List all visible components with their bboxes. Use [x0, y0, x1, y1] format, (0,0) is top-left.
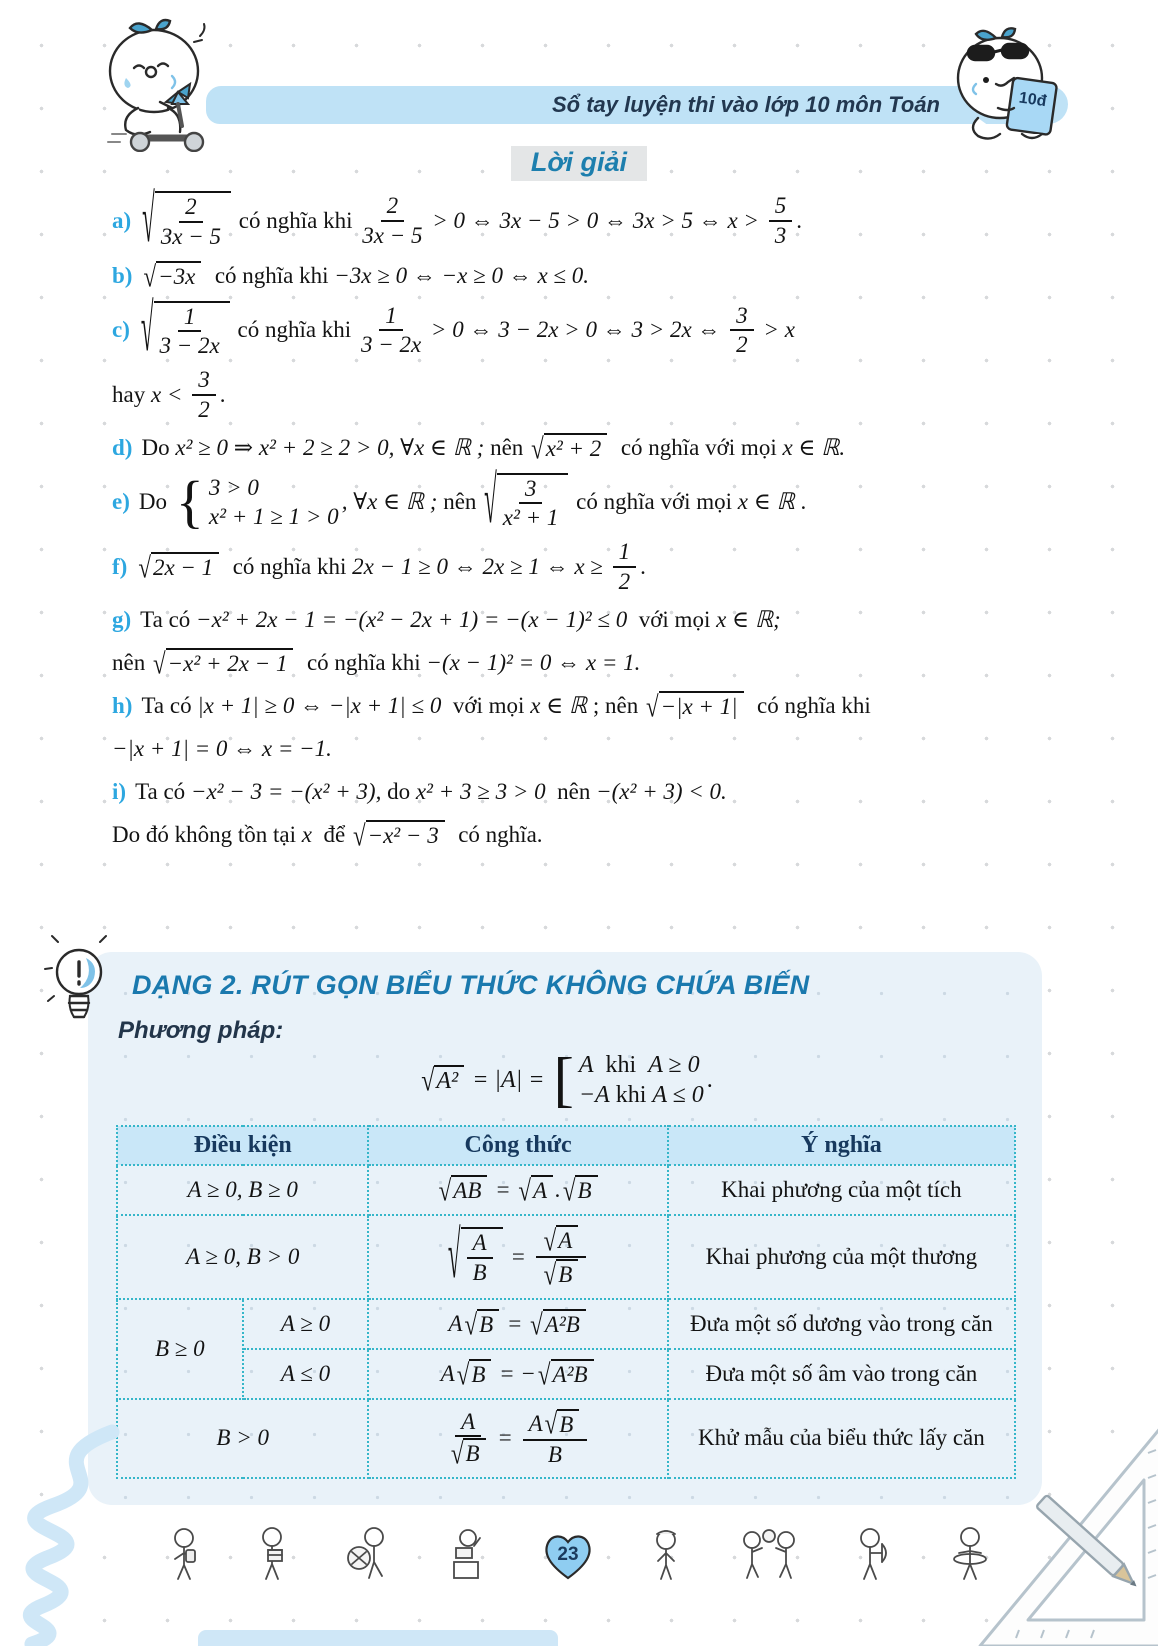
formula-cell: A √ B = − √ A²B [375, 1359, 660, 1389]
solution-label: i) [112, 778, 127, 804]
table-row [117, 1215, 1015, 1299]
solution-heading-wrap [0, 146, 1158, 181]
setsquare-pencil-icon [966, 1420, 1158, 1646]
solution-label: e) [112, 489, 130, 515]
solution-heading: Lời giải [511, 146, 647, 181]
solution-line: i) Ta có −x² − 3 = −(x² + 3), do x² + 3 ≥ 3 > 0 nên −(x² + 3) < 0. [112, 778, 727, 804]
doodle-kids-ball-icon [736, 1526, 802, 1584]
condition-cell: A ≥ 0, B > 0 [186, 1243, 300, 1269]
formula-cell: A √ B = A √ B B [375, 1409, 660, 1469]
doodle-kid-hat-icon [646, 1526, 686, 1584]
meaning-cell: Khai phương của một tích [668, 1165, 1015, 1215]
page-number: 23 [557, 1544, 579, 1565]
solution-label: a) [112, 207, 132, 233]
doodle-kid-desk-icon [446, 1526, 490, 1584]
solution-line: e) Do { 3 > 0 x² + 1 ≥ 1 > 0 , ∀x ∈ ℝ ; nên √ $\frac{3}{\text{x² + 1}}$ có nghĩa với mọi x ∈ ℝ . [112, 464, 807, 537]
formula-cell: √ AB = √ A . √ B [375, 1175, 660, 1205]
method-formula: √ A² = |A| = [ A khi A ≥ 0 −A khi A ≤ 0 . [421, 1046, 713, 1114]
solution-line: hay x < $\frac{3}{2}$ . [112, 367, 226, 422]
scooter-character-icon [82, 16, 234, 152]
solution-line: c) √ $\frac{1}{3 - 2x}$ có nghĩa khi $\frac{1}{3 - 2x}$ > 0 ⇔ 3 − 2x > 0 ⇔ 3 > 2x ⇔ $\frac{3}{2}$ > x [112, 292, 795, 365]
solution-line: −|x + 1| = 0 ⇔ x = −1. [112, 735, 332, 761]
solution-label: d) [112, 434, 133, 460]
condition-cell: B > 0 [216, 1425, 269, 1451]
solution-label: h) [112, 692, 133, 718]
book-title: Sổ tay luyện thi vào lớp 10 môn Toán [551, 92, 940, 117]
condition-sub-cell: A ≤ 0 [280, 1360, 331, 1386]
sunglasses-character-icon [938, 22, 1076, 150]
dang2-section [88, 952, 1042, 1505]
formula-cell: √ $\frac{A}{B}$ = √ A √ B [375, 1225, 660, 1289]
doodle-kid-backpack-icon [164, 1526, 204, 1584]
meaning-cell: Đưa một số dương vào trong căn [668, 1299, 1015, 1349]
meaning-cell: Khai phương của một thương [668, 1215, 1015, 1299]
meaning-cell: Đưa một số âm vào trong căn [668, 1349, 1015, 1399]
method-label: Phương pháp: [118, 1017, 284, 1044]
table-row [117, 1299, 1015, 1349]
doodle-kid-reading-icon [254, 1526, 294, 1584]
solution-label: f) [112, 553, 128, 579]
solution-line: d) Do x² ≥ 0 ⇒ x² + 2 ≥ 2 > 0, ∀x ∈ ℝ ; nên √ x² + 2 có nghĩa với mọi x ∈ ℝ. [112, 432, 846, 465]
formula-table [116, 1125, 1016, 1479]
doodle-kid-drum-icon [344, 1526, 396, 1584]
col-header-cong-thuc: Công thức [368, 1126, 667, 1165]
solution-line: a) √ $\frac{2}{3x - 5}$ có nghĩa khi $\frac{2}{3x - 5}$ > 0 ⇔ 3x − 5 > 0 ⇔ 3x > 5 ⇔ x > $\frac{5}{3}$ . [112, 182, 802, 256]
condition-cell: A ≥ 0, B ≥ 0 [187, 1177, 298, 1203]
bottom-band-decoration [198, 1630, 558, 1646]
solution-line: nên √ −x² + 2x − 1 có nghĩa khi −(x − 1)² = 0 ⇔ x = 1. [112, 647, 641, 680]
solution-line: Do đó không tồn tại x để √ −x² − 3 có nghĩa. [112, 819, 543, 852]
table-row [117, 1165, 1015, 1215]
solution-line: b) √ −3x có nghĩa khi −3x ≥ 0 ⇔ −x ≥ 0 ⇔ x ≤ 0. [112, 260, 590, 293]
lightbulb-icon [44, 934, 114, 1026]
solution-label: b) [112, 262, 133, 288]
col-header-dieu-kien: Điều kiện [117, 1126, 368, 1165]
solution-line: h) Ta có |x + 1| ≥ 0 ⇔ −|x + 1| ≤ 0 với mọi x ∈ ℝ ; nên √ −|x + 1| có nghĩa khi [112, 690, 871, 723]
section-heading: DẠNG 2. RÚT GỌN BIỂU THỨC KHÔNG CHỨA BIẾN [132, 970, 810, 1000]
col-header-y-nghia: Ý nghĩa [668, 1126, 1015, 1165]
page-number-heart [540, 1528, 596, 1584]
formula-cell: A √ B = √ A²B [375, 1309, 660, 1339]
doodle-kid-archer-icon [852, 1526, 896, 1584]
solution-line: g) Ta có −x² + 2x − 1 = −(x² − 2x + 1) = −(x − 1)² ≤ 0 với mọi x ∈ ℝ; [112, 606, 781, 632]
solution-line: f) √ 2x − 1 có nghĩa khi 2x − 1 ≥ 0 ⇔ 2x ≥ 1 ⇔ x ≥ $\frac{1}{2}$ . [112, 539, 646, 594]
blue-scribble-decoration [0, 1422, 152, 1646]
table-row [117, 1399, 1015, 1479]
table-header-row [117, 1126, 1015, 1165]
meaning-cell: Khử mẫu của biểu thức lấy căn [668, 1399, 1015, 1479]
condition-sub-cell: A ≥ 0 [280, 1310, 331, 1336]
solution-label: g) [112, 606, 132, 632]
table-row [117, 1349, 1015, 1399]
solution-label: c) [112, 317, 130, 343]
condition-main-cell: B ≥ 0 [155, 1335, 205, 1361]
solution-body [0, 184, 1158, 860]
card-label: 10đ [1017, 89, 1048, 111]
